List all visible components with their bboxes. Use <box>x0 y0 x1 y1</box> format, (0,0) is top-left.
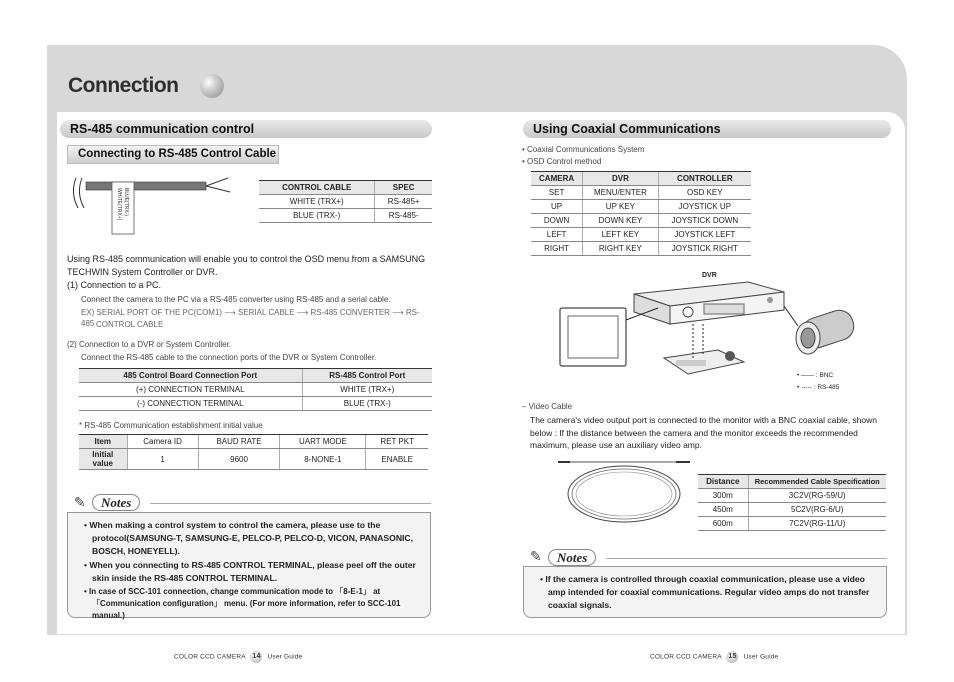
table-row <box>698 503 886 517</box>
footer-model: COLOR CCD CAMERA <box>650 653 722 661</box>
table-cell: 600m <box>698 517 748 531</box>
table-cell: UP <box>531 200 583 214</box>
page-number: 15 <box>726 651 738 663</box>
table-header: Recommended Cable Specification <box>748 475 886 489</box>
footer-guide: User Guide <box>267 653 303 661</box>
notes-divider <box>606 558 887 559</box>
table-header: Distance <box>698 475 748 489</box>
table-cell: OSD KEY <box>658 186 751 200</box>
table-cell: (+) CONNECTION TERMINAL <box>79 383 302 397</box>
notes-divider <box>150 503 431 504</box>
table-row <box>531 214 751 228</box>
cable-label-blue: BLUE(TRX-) <box>123 188 129 217</box>
table-header: CAMERA <box>531 172 583 186</box>
table-cell: 9600 <box>198 449 280 470</box>
table-cell: MENU/ENTER <box>583 186 659 200</box>
table-cell: 450m <box>698 503 748 517</box>
note-item: • If the camera is controlled through coaxial communication, please use a video amp intended for coaxial communications. Regular video amps do not transfer coaxial signals. <box>540 574 870 610</box>
footer-guide: User Guide <box>743 653 779 661</box>
port-table <box>79 368 432 411</box>
table-row <box>531 186 751 200</box>
table-header: Camera ID <box>127 435 198 449</box>
notes-label: Notes <box>92 494 140 511</box>
note-item: • When you connecting to RS-485 CONTROL TERMINAL, please peel off the outer skin inside the RS-485 CONTROL TERMINAL. <box>84 560 416 583</box>
table-cell: BLUE (TRX-) <box>259 209 375 223</box>
table-row <box>79 383 432 397</box>
table-cell: ENABLE <box>366 449 428 470</box>
notes-pencil-icon: ✎ <box>530 548 542 564</box>
table-cell: UP KEY <box>583 200 659 214</box>
table-cell: RIGHT <box>531 242 583 256</box>
initial-value-note: * RS-485 Communication establishment initial value <box>79 421 263 430</box>
table-row <box>531 200 751 214</box>
step1-title: (1) Connection to a PC. <box>67 280 162 290</box>
footer-right <box>650 651 778 663</box>
video-cable-title: – Video Cable <box>522 402 573 411</box>
step1-example-cont: CONTROL CABLE <box>96 320 164 329</box>
table-header: BAUD RATE <box>198 435 280 449</box>
table-cell: JOYSTICK DOWN <box>658 214 751 228</box>
cable-spec-table <box>698 474 886 531</box>
table-row <box>698 489 886 503</box>
table-row <box>531 228 751 242</box>
dvr-icon <box>634 282 784 324</box>
legend-rs485: • ----- : RS-485 <box>797 384 840 391</box>
table-cell: JOYSTICK LEFT <box>658 228 751 242</box>
bnc-cable-illustration <box>556 456 696 528</box>
footer-model: COLOR CCD CAMERA <box>174 653 246 661</box>
table-cell: DOWN <box>531 214 583 228</box>
page-number: 14 <box>250 651 262 663</box>
video-cable-description: The camera's video output port is connected to the monitor with a BNC coaxial cable, shown below : If the distance between the camera and the monitor exceeds the recommended maximum, please use an auxiliary video amp. <box>530 415 877 450</box>
title-orb-icon <box>200 74 224 98</box>
table-header: CONTROLLER <box>658 172 751 186</box>
table-cell: RS-485+ <box>375 195 432 209</box>
table-row <box>259 195 432 209</box>
table-header: RET PKT <box>366 435 428 449</box>
section-title-coaxial: Using Coaxial Communications <box>523 120 891 138</box>
table-cell: 3C2V(RG-59/U) <box>748 489 886 503</box>
table-cell: 8-NONE-1 <box>280 449 366 470</box>
step1-description: Connect the camera to the PC via a RS-485 converter using RS-485 and a serial cable. <box>81 295 391 304</box>
table-cell: 5C2V(RG-6/U) <box>748 503 886 517</box>
table-cell: WHITE (TRX+) <box>259 195 375 209</box>
notes-box-left <box>67 512 431 618</box>
osd-control-table <box>531 171 751 256</box>
table-row <box>698 517 886 531</box>
table-header: UART MODE <box>280 435 366 449</box>
table-row <box>531 242 751 256</box>
table-cell: BLUE (TRX-) <box>302 397 432 411</box>
table-cell: 1 <box>127 449 198 470</box>
subsection-title-rs485-cable: Connecting to RS-485 Control Cable <box>67 145 279 164</box>
step2-title: (2) Connection to a DVR or System Controller. <box>67 340 232 349</box>
footer-left <box>174 651 302 663</box>
diagram-dvr-label: DVR <box>702 272 717 279</box>
camera-icon <box>796 307 857 354</box>
table-row <box>259 209 432 223</box>
legend-bnc: • —— : BNC <box>797 372 834 379</box>
table-cell: 300m <box>698 489 748 503</box>
table-cell: WHITE (TRX+) <box>302 383 432 397</box>
table-header: CONTROL CABLE <box>259 181 375 195</box>
table-header: Item <box>79 435 127 449</box>
bullet-osd-method: • OSD Control method <box>522 157 602 166</box>
notes-box-right <box>523 566 887 618</box>
control-cable-spec-table <box>259 180 432 223</box>
note-item: • In case of SCC-101 connection, change communication mode to 「8-E-1」 at 「Communication configuration」 menu. (For more information, refer to SCC-101 manual.) <box>84 587 401 620</box>
table-cell: JOYSTICK UP <box>658 200 751 214</box>
table-header: SPEC <box>375 181 432 195</box>
rs485-cable-illustration <box>68 168 238 238</box>
table-cell: LEFT KEY <box>583 228 659 242</box>
monitor-icon <box>560 308 626 366</box>
table-cell: JOYSTICK RIGHT <box>658 242 751 256</box>
table-cell: LEFT <box>531 228 583 242</box>
intro-paragraph: Using RS-485 communication will enable you to control the OSD menu from a SAMSUNG TECHWIN System Controller or DVR. <box>67 254 426 277</box>
initial-value-table <box>79 434 428 470</box>
step1-example: EX) SERIAL PORT OF THE PC(COM1) ⟶ SERIAL CABLE ⟶ RS-485 CONVERTER ⟶ RS-485 <box>81 308 420 328</box>
table-cell: 7C2V(RG-11/U) <box>748 517 886 531</box>
table-cell: RS-485- <box>375 209 432 223</box>
note-item: • When making a control system to control the camera, please use to the protocol(SAMSUNG-T, SAMSUNG-E, PELCO-P, PELCO-D, VICON, PANASONIC, BOSCH, HONEYELL). <box>84 520 414 556</box>
page-title: Connection <box>68 74 179 97</box>
notes-pencil-icon: ✎ <box>74 494 86 510</box>
table-cell: RIGHT KEY <box>583 242 659 256</box>
controller-icon <box>664 350 744 374</box>
table-row <box>79 397 432 411</box>
step2-description: Connect the RS-485 cable to the connection ports of the DVR or System Controller. <box>81 353 377 362</box>
table-header: DVR <box>583 172 659 186</box>
cable-label-white: WHITE(TRX+) <box>116 188 122 221</box>
table-header: 485 Control Board Connection Port <box>79 369 302 383</box>
notes-label: Notes <box>548 549 596 566</box>
table-cell: SET <box>531 186 583 200</box>
section-title-rs485: RS-485 communication control <box>60 120 432 138</box>
table-cell: DOWN KEY <box>583 214 659 228</box>
table-header: RS-485 Control Port <box>302 369 432 383</box>
table-row-label: Initial value <box>79 449 127 470</box>
table-row <box>79 449 428 470</box>
table-cell: (-) CONNECTION TERMINAL <box>79 397 302 411</box>
bullet-coaxial-system: • Coaxial Communications System <box>522 145 645 154</box>
